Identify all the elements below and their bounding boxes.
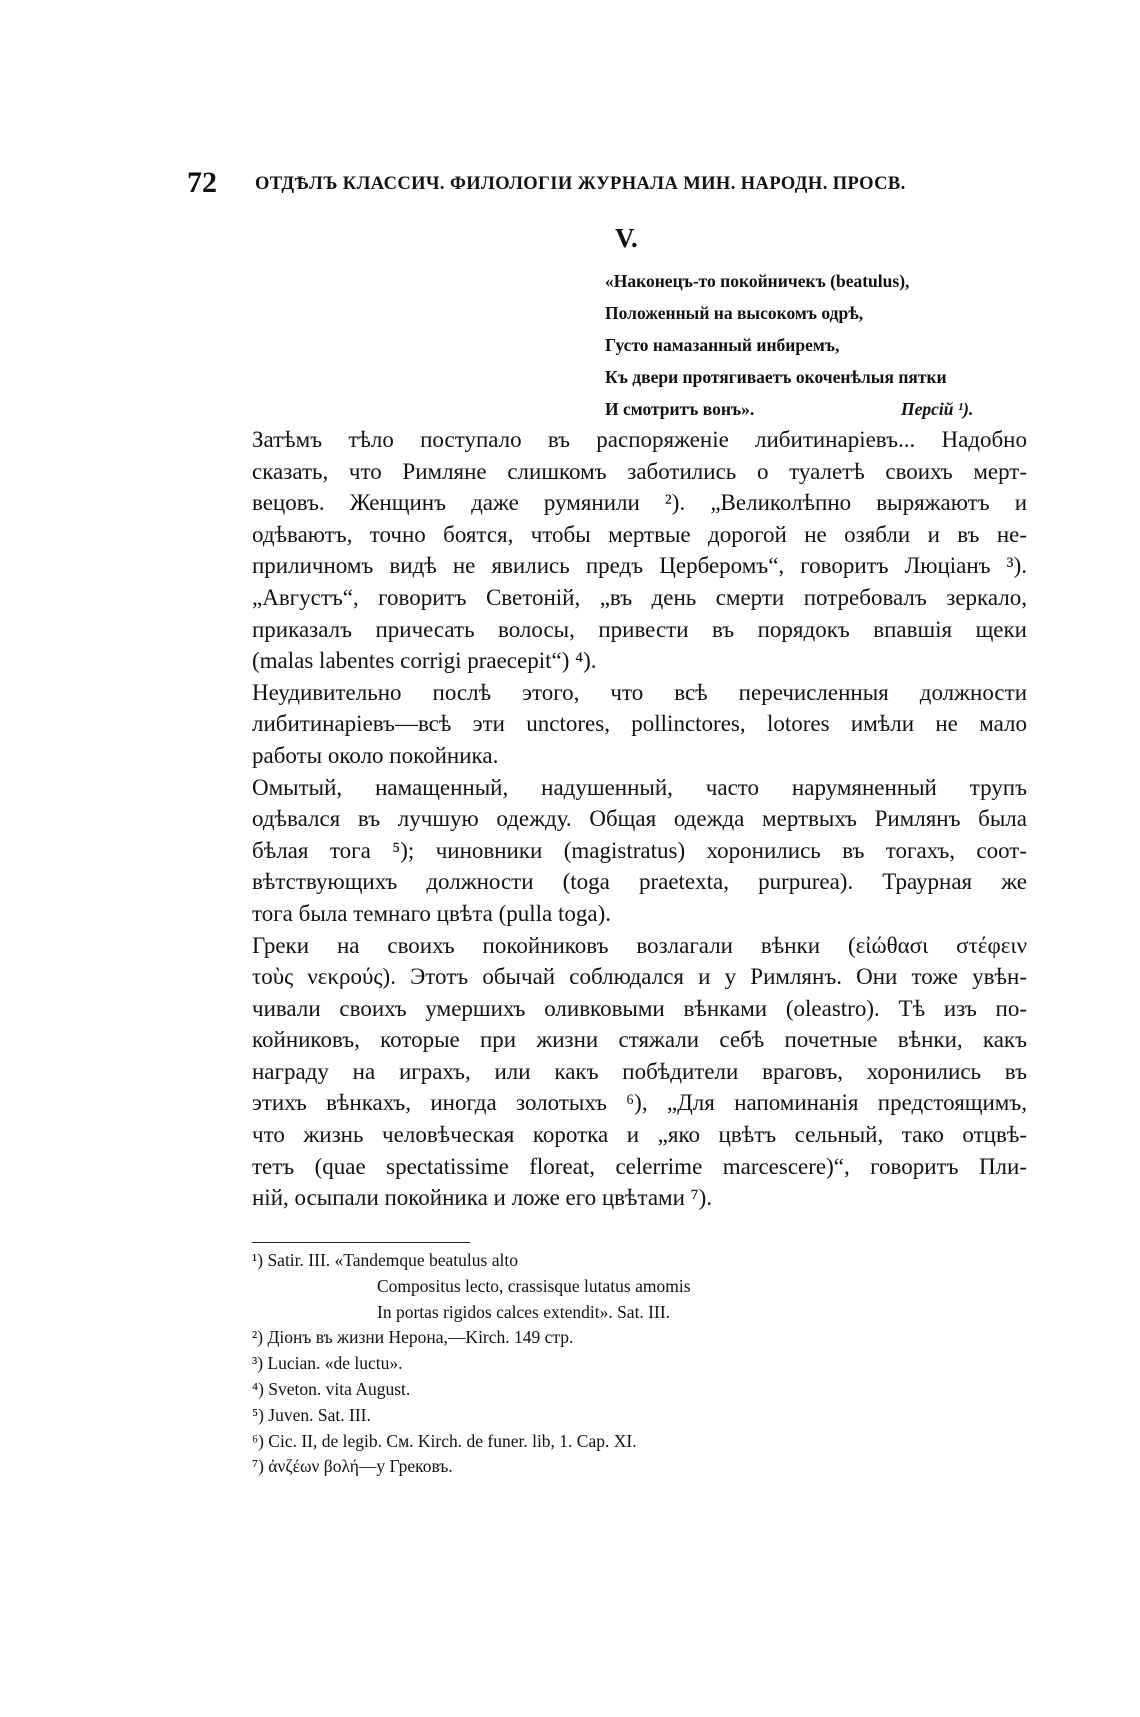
page-number: 72: [187, 166, 217, 199]
text-line: Омытый, намащенный, надушенный, часто нарумяненный трупъ: [252, 774, 1027, 800]
page-header: [187, 166, 1027, 206]
text-line: приличномъ видѣ не явились предъ Церберомъ“, говоритъ Люціанъ ³).: [252, 553, 1027, 579]
text-line: (malas labentes corrigi praecepit“) ⁴).: [252, 648, 597, 674]
text-line: бѣлая тога ⁵); чиновники (magistratus) хоронились въ тогахъ, соот-: [252, 837, 1027, 863]
text-line: ній, осыпали покойника и ложе его цвѣтами ⁷).: [252, 1185, 713, 1211]
footnote: ⁵) Juven. Sat. III.: [252, 1404, 371, 1425]
footnote: ¹) Satir. III. «Tandemque beatulus alto: [252, 1250, 518, 1270]
text-line: либитинаріевъ—всѣ эти unctores, pollinctores, lotores имѣли не мало: [252, 711, 1027, 737]
poem-line: «Наконецъ-то покойничекъ (beatulus),: [605, 271, 910, 291]
footnote-divider: [252, 1242, 470, 1243]
text-line: что жизнь человѣческая коротка и „яко цвѣтъ сельный, тако отцвѣ-: [252, 1122, 1027, 1148]
footnotes: [252, 1248, 1032, 1480]
footnote: ⁷) ἀνζέων βολή—у Грековъ.: [252, 1456, 453, 1477]
paragraph: [252, 930, 1027, 1214]
footnote-continuation: Compositus lecto, crassisque lutatus amomis: [377, 1275, 691, 1296]
text-line: вѣтствующихъ должности (toga praetexta, purpurea). Траурная же: [252, 869, 1027, 895]
poem-line: Къ двери протягиваетъ окоченѣлыя пятки: [605, 367, 947, 387]
paragraph: [252, 424, 1027, 677]
text-line: тога была темнаго цвѣта (pulla toga).: [252, 900, 612, 926]
running-head: ОТДѢЛЪ КЛАССИЧ. ФИЛОЛОГІИ ЖУРНАЛА МИН. НАРОДН. ПРОСВ.: [255, 174, 906, 194]
text-line: Неудивительно послѣ этого, что всѣ перечисленныя должности: [252, 679, 1027, 705]
paragraph: [252, 677, 1027, 772]
text-line: приказалъ причесать волосы, привести въ порядокъ впавшія щеки: [252, 616, 1027, 642]
poem-last-line: [605, 393, 1045, 425]
text-line: тетъ (quae spectatissime floreat, celerrime marcescere)“, говоритъ Пли-: [252, 1153, 1027, 1179]
text-line: τοὺς νεκρούς). Этотъ обычай соблюдался и у Римлянъ. Они тоже увѣн-: [252, 964, 1027, 990]
poem-line-text: И смотритъ вонъ».: [605, 399, 755, 419]
footnote: ⁶) Cic. II, de legib. См. Kirch. de funer. lib, 1. Cap. XI.: [252, 1430, 637, 1451]
text-line: „Августъ“, говоритъ Светоній, „въ день смерти потребовалъ зеркало,: [252, 584, 1027, 610]
poem-attribution: Персій ¹).: [901, 399, 974, 419]
text-line: этихъ вѣнкахъ, иногда золотыхъ ⁶), „Для напоминанія предстоящимъ,: [252, 1090, 1027, 1116]
footnote: ⁴) Sveton. vita August.: [252, 1378, 411, 1399]
text-line: койниковъ, которые при жизни стяжали себѣ почетные вѣнки, какъ: [252, 1027, 1027, 1053]
text-line: работы около покойника.: [252, 742, 499, 768]
section-number: V.: [615, 223, 638, 253]
text-line: награду на играхъ, или какъ побѣдители враговъ, хоронились въ: [252, 1058, 1027, 1084]
poem-line: Положенный на высокомъ одрѣ,: [605, 303, 864, 323]
text-line: Греки на своихъ покойниковъ возлагали вѣнки (εἰώθασι στέφειν: [252, 932, 1027, 958]
footnote: ³) Lucian. «de luctu».: [252, 1353, 403, 1374]
poem-line: Густо намазанный инбиремъ,: [605, 335, 840, 355]
text-line: вецовъ. Женщинъ даже румянили ²). „Великолѣпно выряжаютъ и: [252, 490, 1027, 516]
footnote: ²) Діонъ въ жизни Нерона,—Kirch. 149 стр.: [252, 1327, 574, 1348]
text-line: одѣвался въ лучшую одежду. Общая одежда мертвыхъ Римлянъ была: [252, 806, 1027, 832]
epigraph-poem: [605, 265, 1045, 425]
paragraph: [252, 772, 1027, 930]
text-line: Затѣмъ тѣло поступало въ распоряженіе либитинаріевъ... Надобно: [252, 427, 1027, 452]
footnote-continuation: In portas rigidos calces extendit». Sat. III.: [377, 1301, 671, 1322]
text-line: одѣваютъ, точно боятся, чтобы мертвые дорогой не озябли и въ не-: [252, 521, 1027, 547]
text-line: сказать, что Римляне слишкомъ заботились о туалетѣ своихъ мерт-: [252, 458, 1027, 484]
text-line: чивали своихъ умершихъ оливковыми вѣнками (oleastro). Тѣ изъ по-: [252, 995, 1027, 1021]
main-text: [252, 424, 1027, 1214]
